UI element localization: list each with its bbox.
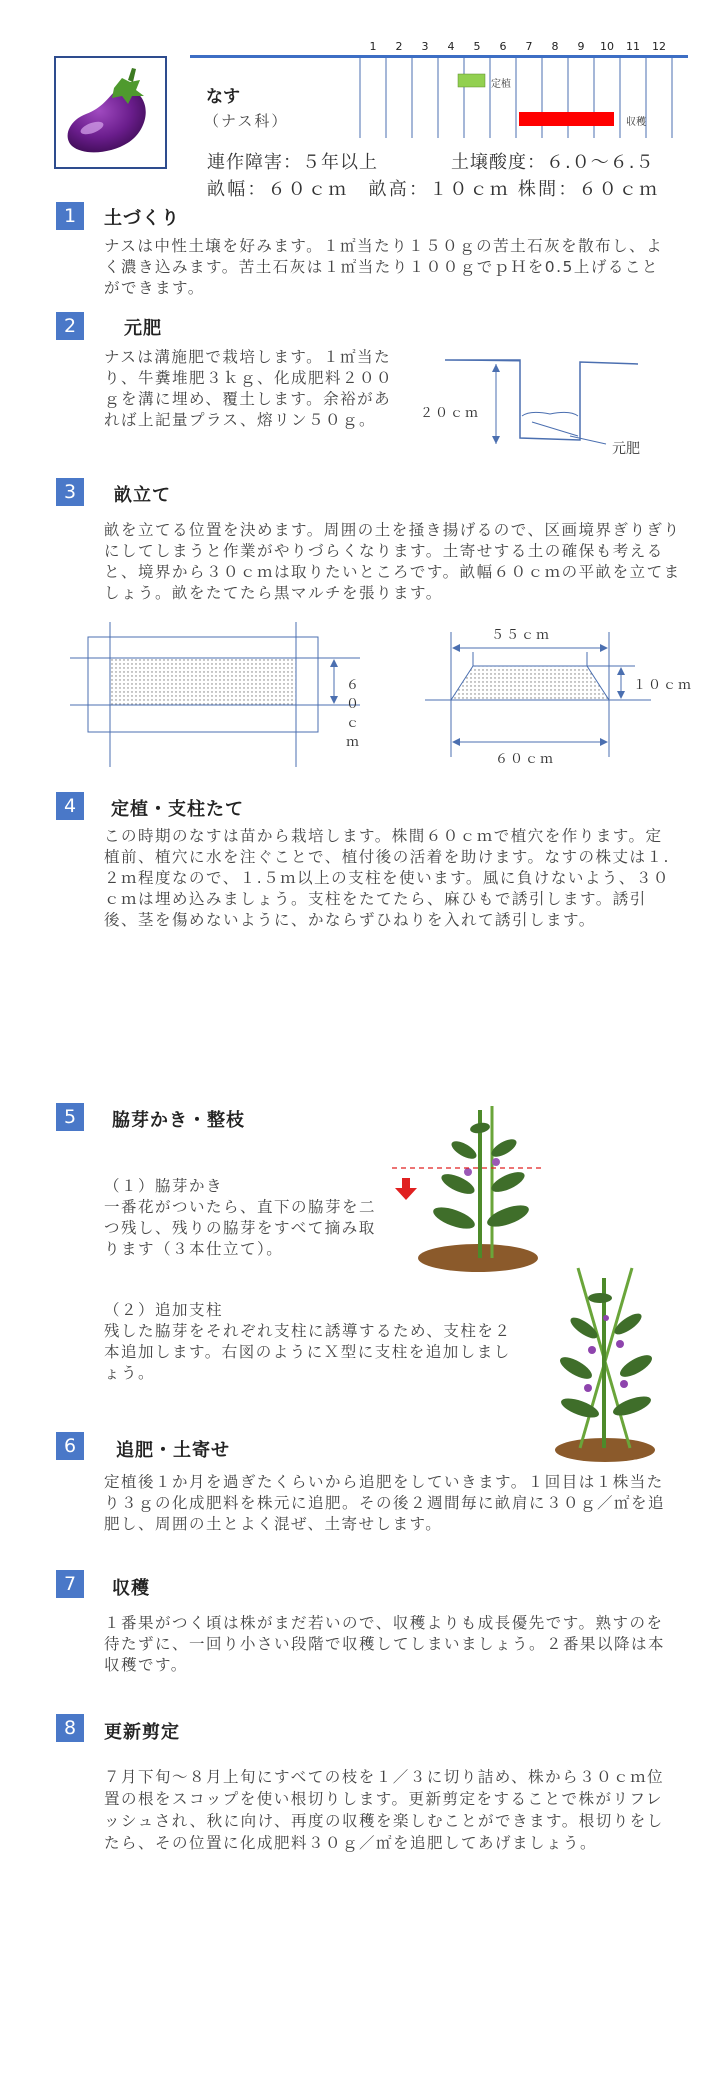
section-7-body: １番果がつく頃は株がまだ若いので、収穫よりも成長優先です。熟すのを待たずに、一回り小さい段階で収穫してしまいましょう。２番果以降は本収穫です。 xyxy=(104,1614,666,1674)
calendar-month-label: 7 xyxy=(525,40,533,53)
calendar-month-label: 2 xyxy=(395,40,403,53)
x-stake-plant-illustration xyxy=(540,1258,670,1468)
calendar-month-label: 12 xyxy=(652,40,666,53)
base-fertilizer-label: 元肥 xyxy=(612,441,640,457)
section-2-number: 2 xyxy=(56,312,84,340)
section-3-number: 3 xyxy=(56,478,84,506)
bed-height-label: １０ｃｍ xyxy=(633,678,694,693)
side-shoot-removal-title: （１）脇芽かき xyxy=(104,1177,224,1195)
section-1-number: 1 xyxy=(56,202,84,230)
calendar-month-label: 10 xyxy=(600,40,614,53)
calendar-month-label: 9 xyxy=(577,40,585,53)
section-6-number: 6 xyxy=(56,1432,84,1460)
section-1-body: ナスは中性土壌を好みます。１㎡当たり１５０ｇの苦土石灰を散布し、よく濃き込みます。苦土石灰は１㎡当たり１００ｇでｐＨを0.5上げることができます。 xyxy=(104,237,664,297)
bed-section-diagram xyxy=(425,612,695,772)
bed-bottom-width-label: ６０ｃｍ xyxy=(495,752,556,767)
calendar-month-label: 5 xyxy=(473,40,481,53)
section-8-number: 8 xyxy=(56,1714,84,1742)
side-shoot-removal-body: 一番花がついたら、直下の脇芽を二つ残し、残りの脇芽をすべて摘み取ります（３本仕立て）。 xyxy=(104,1198,377,1258)
calendar-month-label: 4 xyxy=(447,40,455,53)
section-3-body: 畝を立てる位置を決めます。周囲の土を掻き揚げるので、区画境界ぎりぎりにしてしまうと作業がやりづらくなります。土寄せする土の確保も考えると、境界から３０ｃｍは取りたいところです。畝幅６０ｃｍの平畝を立てましょう。畝をたてたら黒マルチを張ります。 xyxy=(104,521,681,602)
spacing-info: 畝幅：６０ｃｍ 畝高：１０ｃｍ 株間：６０ｃｍ xyxy=(207,179,660,200)
section-2-body: ナスは溝施肥で栽培します。１㎡当たり、牛糞堆肥３ｋｇ、化成肥料２００ｇを溝に埋め、覆土します。余裕があれば上記量プラス、熔リン５０ｇ。 xyxy=(104,348,394,429)
bed-plan-diagram xyxy=(70,622,370,772)
section-8-title: 更新剪定 xyxy=(104,1722,180,1743)
section-4-number: 4 xyxy=(56,792,84,820)
calendar-month-label: 6 xyxy=(499,40,507,53)
section-5-number: 5 xyxy=(56,1103,84,1131)
harvest-bar xyxy=(519,112,614,126)
bed-width-label: ６０ｃｍ xyxy=(346,678,362,750)
planting-bar xyxy=(458,74,485,87)
section-7-title: 収穫 xyxy=(112,1578,150,1599)
extra-stake-title: （２）追加支柱 xyxy=(104,1301,224,1319)
eggplant-icon xyxy=(56,58,165,167)
calendar-month-label: 8 xyxy=(551,40,559,53)
extra-stake-body: 残した脇芽をそれぞれ支柱に誘導するため、支柱を２本追加します。右図のようにＸ型に支柱を追加しましょう。 xyxy=(104,1322,512,1382)
pruning-plant-illustration xyxy=(392,1098,552,1278)
section-1-title: 土づくり xyxy=(104,208,180,229)
section-5-title: 脇芽かき・整枝 xyxy=(112,1110,245,1131)
section-4-body: この時期のなすは苗から栽培します。株間６０ｃｍで植穴を作ります。定植前、植穴に水を注ぐことで、植付後の活着を助けます。なすの株丈は１.２ｍ程度なので、１.５ｍ以上の支柱を使います。風に負けないよう、３０ｃｍは埋め込みましょう。支柱をたてたら、麻ひもで誘引します。誘引後、茎を傷めないように、かならずひねりを入れて誘引します。 xyxy=(104,827,670,929)
planting-label: 定植 xyxy=(491,79,511,90)
section-7-number: 7 xyxy=(56,1570,84,1598)
soil-ph-info: 土壌酸度：６.０～６.５ xyxy=(451,152,655,173)
harvest-label: 収穫 xyxy=(626,117,646,128)
section-2-title: 元肥 xyxy=(124,318,162,339)
bed-top-width-label: ５５ｃｍ xyxy=(491,628,552,643)
section-4-title: 定植・支柱たて xyxy=(111,799,244,820)
section-3-title: 畝立て xyxy=(114,485,171,506)
rotation-info: 連作障害：５年以上 xyxy=(207,152,378,173)
fertilizer-trench-diagram xyxy=(420,350,680,460)
calendar-month-label: 3 xyxy=(421,40,429,53)
trench-depth-label: ２０ｃｍ xyxy=(420,406,481,421)
section-6-body: 定植後１か月を過ぎたくらいから追肥をしていきます。１回目は１株当たり３ｇの化成肥料を株元に追肥。その後２週間毎に畝肩に３０ｇ／㎡を追肥し、周囲の土とよく混ぜ、土寄せします。 xyxy=(104,1473,666,1533)
eggplant-image-frame xyxy=(54,56,167,169)
calendar-month-label: 1 xyxy=(369,40,377,53)
crop-family: （ナス科） xyxy=(204,112,289,130)
crop-name: なす xyxy=(206,87,240,107)
section-8-body: ７月下旬～８月上旬にすべての枝を１／３に切り詰め、株から３０ｃｍ位置の根をスコップを使い根切りします。更新剪定をすることで株がリフレッシュされ、秋に向け、再度の収穫を楽しむことができます。根切りをしたら、その位置に化成肥料３０ｇ／㎡を追肥してあげましょう。 xyxy=(104,1768,665,1852)
section-6-title: 追肥・土寄せ xyxy=(116,1440,230,1461)
calendar-month-label: 11 xyxy=(626,40,640,53)
cultivation-calendar xyxy=(355,40,685,140)
